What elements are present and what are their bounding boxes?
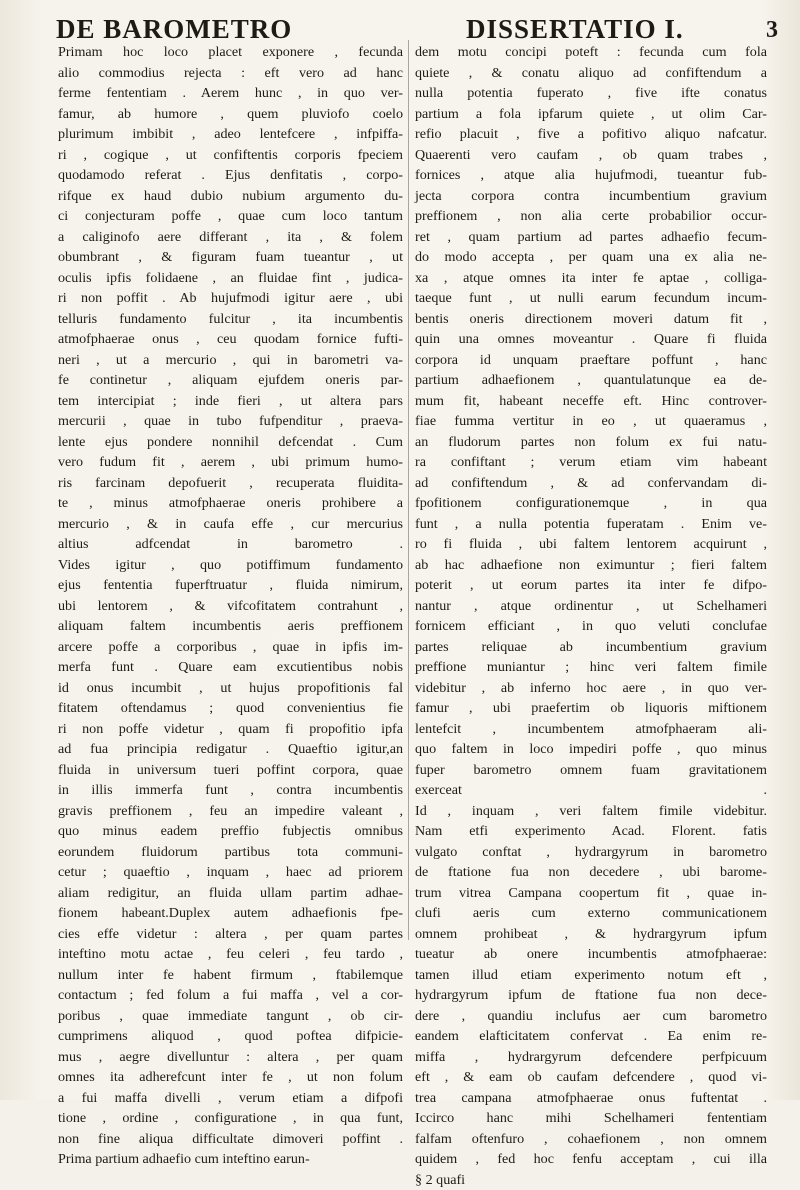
text-line: ri non poffe videtur , quam fi propofitio ipfa xyxy=(58,719,403,740)
text-line: inteftino motu actae , feu celeri , feu tardo , xyxy=(58,944,403,965)
text-line: exerceat . xyxy=(415,780,767,801)
text-line: § 2 quafi xyxy=(415,1170,767,1190)
text-line: ci conjecturam poffe , quae cum loco tantum xyxy=(58,206,403,227)
text-line: do modo accepta , per quam una ex alia ne- xyxy=(415,247,767,268)
text-line: a caliginofo aere differant , ita , & folem xyxy=(58,227,403,248)
text-line: miffa , hydrargyrum defcendere perfpicuum xyxy=(415,1047,767,1068)
text-line: poribus , quae immediate tangunt , ob cir- xyxy=(58,1006,403,1027)
text-line: partes reliquae ab incumbentium gravium xyxy=(415,637,767,658)
text-line: vero fudum fit , aerem , ubi primum humo- xyxy=(58,452,403,473)
text-line: Iccirco hanc mihi Schelhameri fententiam xyxy=(415,1108,767,1129)
page-number: 3 xyxy=(766,16,778,44)
left-column xyxy=(58,42,403,1086)
running-header xyxy=(30,4,790,38)
right-column xyxy=(415,42,767,1086)
text-line: an fludorum partes non folum ex fui natu- xyxy=(415,432,767,453)
text-line: oculis ipfis folidaene , an fluidae fint , judica- xyxy=(58,268,403,289)
text-line: atmofphaerae onus , ceu quodam fornice fufti- xyxy=(58,329,403,350)
text-line: ri non poffit . Ab hujufmodi igitur aere , ubi xyxy=(58,288,403,309)
text-line: nantur , atque ordinentur , ut Schelhameri xyxy=(415,596,767,617)
text-line: dem motu concipi poteft : fecunda cum fola xyxy=(415,42,767,63)
text-line: refio placuit , five a pofitivo aliquo nafcatur. xyxy=(415,124,767,145)
text-line: famur, ab humore , quem pluviofo coelo xyxy=(58,104,403,125)
text-line: plurimum imbibit , adeo lentefcere , infpiffa- xyxy=(58,124,403,145)
text-line: ad fua principia redigatur . Quaeftio igitur,an xyxy=(58,739,403,760)
text-line: altius adfcendat in barometro . xyxy=(58,534,403,555)
text-line: ferme fententiam . Aerem hunc , in quo ver- xyxy=(58,83,403,104)
text-line: gravis preffionem , feu an impedire valeant , xyxy=(58,801,403,822)
text-line: preffionem , non alia certe probabilior occur- xyxy=(415,206,767,227)
text-line: lente ejus pondere nonnihil defcendat . Cum xyxy=(58,432,403,453)
text-line: clufi aeris cum externo communicationem xyxy=(415,903,767,924)
text-line: ubi lentorem , & vifcofitatem contrahunt , xyxy=(58,596,403,617)
text-line: quo minus eadem preffio fubjectis omnibus xyxy=(58,821,403,842)
text-line: telluris fundamento fulcitur , ita incumbentis xyxy=(58,309,403,330)
text-line: mercurii , quae in tubo fufpenditur , praeva- xyxy=(58,411,403,432)
text-line: omnes ita adherefcunt inter fe , ut non folum xyxy=(58,1067,403,1088)
text-line: jecta corpora contra incumbentium gravium xyxy=(415,186,767,207)
text-line: bentis oneris directionem moveri datum fit , xyxy=(415,309,767,330)
text-line: hydrargyrum ipfum de ftatione fua non dece- xyxy=(415,985,767,1006)
text-line: Prima partium adhaefio cum inteftino earun- xyxy=(58,1149,403,1170)
text-line: mercurio , & in caufa effe , cur mercurius xyxy=(58,514,403,535)
text-line: te , minus atmofphaerae oneris prohibere a xyxy=(58,493,403,514)
text-line: mum fit, habeant neceffe eft. Hinc controver- xyxy=(415,391,767,412)
text-line: trea campana atmofphaerae onus fuftentat . xyxy=(415,1088,767,1109)
text-line: rifque ex haud dubio nubium argumento du- xyxy=(58,186,403,207)
text-line: ad confiftendum , & ad confervandam di- xyxy=(415,473,767,494)
text-line: quidem , fed hoc fenfu acceptam , cui illa xyxy=(415,1149,767,1170)
column-divider xyxy=(408,40,409,940)
text-line: cetur ; quaeftio , inquam , haec ad priorem xyxy=(58,862,403,883)
text-line: tem intercipiat ; inde fieri , ut altera pars xyxy=(58,391,403,412)
text-line: Quaerenti vero caufam , ob quam trabes , xyxy=(415,145,767,166)
text-line: corpora id unquam praeftare poffunt , hanc xyxy=(415,350,767,371)
text-line: ejus fententia fuperftruatur , fluida nimirum, xyxy=(58,575,403,596)
text-line: taeque funt , ut nulli earum fecundum incum- xyxy=(415,288,767,309)
text-line: poterit , ut eorum partes ita inter fe difpo- xyxy=(415,575,767,596)
text-line: fornicem efficiant , in quo veluti conclufae xyxy=(415,616,767,637)
text-line: de ftatione fua non decedere , ubi barome- xyxy=(415,862,767,883)
text-line: Nam etfi experimento Acad. Florent. fatis xyxy=(415,821,767,842)
text-line: cumprimens aliquod , quod poftea difpicie- xyxy=(58,1026,403,1047)
text-line: partium a fola ipfarum quiete , ut olim Car- xyxy=(415,104,767,125)
text-line: contactum ; fed folum a fui maffa , vel a cor- xyxy=(58,985,403,1006)
text-line: eandem elafticitatem confervat . Ea enim re- xyxy=(415,1026,767,1047)
text-line: cies effe videtur : altera , per quam partes xyxy=(58,924,403,945)
text-line: omnem prohibeat , & hydrargyrum ipfum xyxy=(415,924,767,945)
text-line: eorundem fluidorum partibus tota communi- xyxy=(58,842,403,863)
text-line: quiete , & conatu aliquo ad confiftendum a xyxy=(415,63,767,84)
text-line: partium adhaefionem , quantulatunque ea de- xyxy=(415,370,767,391)
header-title-right: DISSERTATIO I. xyxy=(466,14,684,44)
text-line: tione , ordine , configuratione , in qua funt, xyxy=(58,1108,403,1129)
text-line: preffione muniantur ; hinc veri faltem fimile xyxy=(415,657,767,678)
text-line: fpofitionem configurationemque , in qua xyxy=(415,493,767,514)
text-line: ra confiftant ; verum etiam vim habeant xyxy=(415,452,767,473)
text-line: id onus incumbit , ut hujus propofitionis fal xyxy=(58,678,403,699)
text-line: ab hac adhaefione non eximuntur ; fieri faltem xyxy=(415,555,767,576)
text-line: alio commodius rejecta : eft vero ad hanc xyxy=(58,63,403,84)
text-line: Primam hoc loco placet exponere , fecunda xyxy=(58,42,403,63)
text-line: obumbrant , & figuram fuam tueantur , ut xyxy=(58,247,403,268)
text-line: fuper barometro omnem fuam gravitationem xyxy=(415,760,767,781)
text-line: quodamodo referat . Ejus denfitatis , corpo- xyxy=(58,165,403,186)
text-line: a fui maffa divelli , verum etiam a difpofi xyxy=(58,1088,403,1109)
text-line: neri , ut a mercurio , qui in barometri va- xyxy=(58,350,403,371)
text-line: videbitur , ab inferno hoc aere , in quo ver- xyxy=(415,678,767,699)
text-line: fiae fumma vertitur in eo , ut quaeramus , xyxy=(415,411,767,432)
text-line: trum vitrea Campana coopertum fit , quae in- xyxy=(415,883,767,904)
text-line: eft , & eam ob caufam defcendere , quod vi- xyxy=(415,1067,767,1088)
text-line: non fine aliqua difficultate dimoveri poffint . xyxy=(58,1129,403,1150)
text-line: ret , quam partium ad partes adhaefio fecum- xyxy=(415,227,767,248)
text-line: ris farcinam depofuerit , recuperata fluidita- xyxy=(58,473,403,494)
text-line: fe continetur , aliquam ejufdem oneris par- xyxy=(58,370,403,391)
text-line: in illis immerfa funt , contra incumbentis xyxy=(58,780,403,801)
text-line: aliquam faltem incumbentis aeris preffionem xyxy=(58,616,403,637)
header-title-left: DE BAROMETRO xyxy=(56,14,292,44)
text-line: aliam redigitur, an fluida ullam partim adhae- xyxy=(58,883,403,904)
text-line: ro fi fluida , ubi faltem lentorem acquirunt , xyxy=(415,534,767,555)
text-line: falfam oftenfuro , cohaefionem , non omnem xyxy=(415,1129,767,1150)
text-line: ri , cogique , ut confiftentis corporis fpeciem xyxy=(58,145,403,166)
text-line: tamen illud etiam experimento notum eft , xyxy=(415,965,767,986)
text-line: Vides igitur , quo potiffimum fundamento xyxy=(58,555,403,576)
text-line: fionem habeant.Duplex autem adhaefionis fpe- xyxy=(58,903,403,924)
text-line: funt , a nulla potentia fuperatam . Enim ve- xyxy=(415,514,767,535)
text-line: xa , atque omnes ita inter fe aptae , colliga- xyxy=(415,268,767,289)
text-line: arcere poffe a corporibus , quae in ipfis im- xyxy=(58,637,403,658)
text-line: lentefcit , incumbentem atmofphaeram ali- xyxy=(415,719,767,740)
text-line: fornices , atque alia hujufmodi, tueantur fub- xyxy=(415,165,767,186)
text-line: quin una omnes moveantur . Quare fi fluida xyxy=(415,329,767,350)
text-line: merfa funt . Quare eam excutientibus nobis xyxy=(58,657,403,678)
text-line: dere , quandiu inclufus aer cum barometro xyxy=(415,1006,767,1027)
text-line: Id , inquam , veri faltem fimile videbitur. xyxy=(415,801,767,822)
text-line: fitatem oftendamus ; quod convenientius fie xyxy=(58,698,403,719)
text-line: famur , ubi praefertim ob liquoris miftionem xyxy=(415,698,767,719)
text-line: nulla potentia fuperato , five ifte conatus xyxy=(415,83,767,104)
text-line: vulgato conftat , hydrargyrum in barometro xyxy=(415,842,767,863)
text-line: mus , aegre divelluntur : altera , per quam xyxy=(58,1047,403,1068)
text-line: nullum inter fe habent firmum , ftabilemque xyxy=(58,965,403,986)
text-line: tueatur ab onere incumbentis atmofphaerae: xyxy=(415,944,767,965)
text-line: fluida in universum tueri poffint corpora, quae xyxy=(58,760,403,781)
text-line: quo faltem in loco impediri poffe , quo minus xyxy=(415,739,767,760)
